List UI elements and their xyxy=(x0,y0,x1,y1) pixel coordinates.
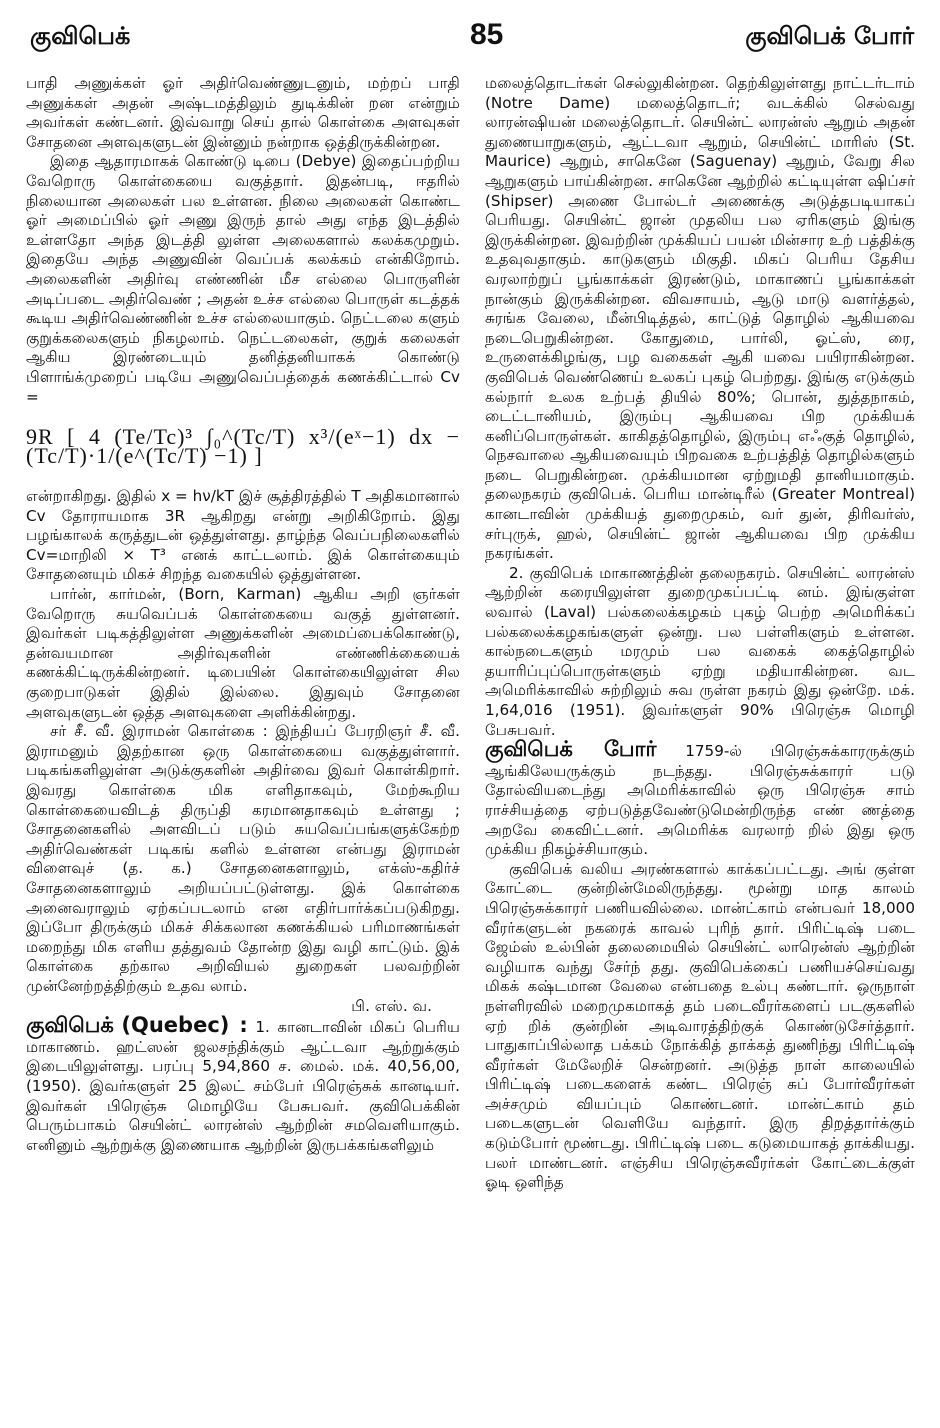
paragraph: பார்ன், கார்மன், (Born, Karman) ஆகிய அறி ஞர்கள் வேறொரு சுயவெப்பக் கொள்கையை வகுத் துள்ளனர். இவர்கள் படிகத்திலுள்ள அணுக்களின் அமைப்பைக்கொண்டு, தன்வயமான அதிர்வுகளின் எண்ணிக்கையைக் கணக்கிட்டிருக்கின்றனர். டிபையின் கொள்கையிலுள்ள சில குறைபாடுகள் இதில் இல்லை. இதுவும் சோதனை அளவுகளுடன் ஒத்த அளவுகளை அளிக்கின்றது. xyxy=(26,585,460,721)
paragraph: சர் சீ. வீ. இராமன் கொள்கை : இந்தியப் பேரறிஞர் சீ. வீ. இராமனும் இதற்கான ஒரு கொள்கையை வகுத்துள்ளார். படிகங்களிலுள்ள அடுக்குகளின் அதிர்வை இவர் கொள்கிறார். இவரது கொள்கை மிக எளிதாகவும், மேற்கூறிய கொள்கையைவிடத் திருப்தி கரமானதாகவும் உள்ளது ; சோதனைகளில் அளவிடப் படும் சுயவெப்பங்களுக்கேற்ற அதிர்வெண்கள் படிகங் களில் உள்ளன என்பது இராமன் விளைவுச் (த. க.) சோதனைகளாலும், எக்ஸ்-கதிர்ச் சோதனைகளாலும் அறியப்பட்டுள்ளது. இக் கொள்கை அனைவராலும் ஏற்கப்படலாம் என எதிர்பார்க்கப்படுகிறது. இப்போ திருக்கும் மிகச் சிக்கலான கணக்கியல் பரிமாணங்கள் மறைந்து மிக எளிய தத்துவம் தோன்ற இது வழி காட்டும். இக் கொள்கை தற்கால அறிவியல் துறைகள் பலவற்றின் முன்னேற்றத்திற்கும் உதவ லாம். xyxy=(26,722,460,995)
paragraph: பாதி அணுக்கள் ஓர் அதிர்வெண்ணுடனும், மற்றப் பாதி அணுக்கள் அதன் அஷ்டமத்திலும் துடிக்கின் றன என்றும் அவர்கள் கண்டனர். இவ்வாறு செய் தால் கொள்கை அளவுகள் சோதனை அளவுகளுடன் இன்னும் நன்றாக ஒத்திருக்கின்றன. xyxy=(26,74,460,151)
entry-headword-latin: (Quebec) : xyxy=(121,1013,248,1038)
page-header xyxy=(30,18,914,62)
running-head-left: குவிபெக் xyxy=(30,22,131,50)
paragraph: என்றாகிறது. இதில் x = hν/kT இச் சூத்திரத்தில் T அதிகமானால் Cv தோராயமாக 3R ஆகிறது என்று அறிகிறோம். இது பழங்காலக் கருத்துடன் ஒத்துள்ளது. தாழ்ந்த வெப்பநிலைகளில் Cv=மாறிலி × T³ எனக் காட்டலாம். இக் கொள்கையும் சோதனையும் மிகச் சிறந்த வகையில் ஒத்துள்ளன. xyxy=(26,487,460,584)
debye-formula xyxy=(26,411,460,481)
paragraph: குவிபெக் வலிய அரண்களால் காக்கப்பட்டது. அங் குள்ள கோட்டை குன்றின்மேலிருந்தது. மூன்று மாத காலம் பிரெஞ்சுக்காரர் பணியவில்லை. மான்ட்காம் என்பவர் 18,000 வீரர்களுடன் நகரைக் காவல் புரிந் தார். பிரிட்டிஷ் படை ஜேம்ஸ் உல்பின் தலைமையில் செயின்ட் லாரென்ஸ் ஆற்றின் வழியாக வந்து சேர்ந் தது. குவிபெக்கைப் பணியச்செய்வது மிகக் கஷ்டமான வேலை என்பதை உல்பு கண்டார். ஒருநாள் நள்ளிரவில் மறைமுகமாகத் தம் படைவீரர்களைப் படகுகளில் ஏற் றிக் குன்றின் அடிவாரத்திற்குக் கொண்டுசேர்த்தார். பாதுகாப்பில்லாத பக்கம் நோக்கித் தாக்கத் துணிந்து பிரிட்டிஷ் வீரர்கள் மேலேறிச் சென்றனர். அடுத்த நாள் காலையில் பிரிட்டிஷ் படைகளைக் கண்ட பிரெஞ் சுப் போர்வீரர்கள் அச்சமும் வியப்பும் கொண்டனர். மான்ட்காம் தம் படைகளுடன் வெளியே வந்தார். இரு திறத்தார்க்கும் கடும்போர் மூண்டது. பிரிட்டிஷ் படை கடுமையாகத் தாக்கியது. பலர் மாண்டனர். எஞ்சிய பிரெஞ்சுவீரர்கள் கோட்டைக்குள் ஓடி ஒளிந்த xyxy=(485,859,915,1192)
entry-paragraph xyxy=(485,737,915,860)
entry-paragraph xyxy=(26,1013,460,1155)
entry-headword: குவிபெக் xyxy=(26,1013,114,1038)
paragraph: இதை ஆதாரமாகக் கொண்டு டிபை (Debye) இதைப்பற்றிய வேறொரு கொள்கையை வகுத்தார். இதன்படி, ஈதரில் நிலையான அலைகள் பல உள்ளன. நிலை அலைகள் கொண்ட ஓர் அமைப்பில் ஓர் அணு இருந் தால் அது எந்த இடத்தில் உள்ளதோ அந்த இடத்தி லுள்ள அலைகளால் கலக்கமுறும். இதையே அந்த அணுவின் வெப்பக் கலக்கம் என்கிறோம். அலைகளின் அதிர்வு எண்ணின் மீச எல்லை பொருளின் அடிப்படை அதிர்வெண் ; அதன் உச்ச எல்லை பொருள் கடத்தக் கூடிய அதிர்வெண்ணின் உச்ச எல்லையாகும். நெட்டலை களும் குறுக்கலைகளும் நிகழலாம். நெட்டலைகள், குறுக் கலைகள் ஆகிய இரண்டையும் தனித்தனியாகக் கொண்டு பிளாங்க்முறைப் படியே அணுவெப்பத்தைக் கணக்கிட்டால் Cv = xyxy=(26,152,460,406)
entry-headword: குவிபெக் போர் xyxy=(485,737,657,762)
entry-text: 1759-ல் பிரெஞ்சுக்காரருக்கும் ஆங்கிலேயருக்கும் நடந்தது. பிரெஞ்சுக்காரர் படு தோல்வியடைந்து அமெரிக்காவில் ஒரு பிரெஞ்சு சாம் ராச்சியத்தை ஏற்படுத்தவேண்டுமென்றிருந்த எண் ணத்தை அறவே கைவிட்டனர். அமெரிக்க வரலாற் றில் இது ஒரு முக்கிய நிகழ்ச்சியாகும். xyxy=(485,742,915,859)
formula-text: 9R [ 4 (Te/Tc)³ ∫₀^(Tc/T) x³/(eˣ−1) dx − (Tc/T)·1/(e^(Tc/T) −1) ] xyxy=(26,423,460,469)
left-column xyxy=(26,74,460,1414)
right-column xyxy=(485,74,915,1414)
author-signature: பி. எஸ். வ. xyxy=(351,996,432,1015)
running-head-right: குவிபெக் போர் xyxy=(745,22,914,50)
entry-text: 1. கானடாவின் மிகப் பெரிய மாகாணம். ஹட்ஸன் ஜலசந்திக்கும் ஆட்டவா ஆற்றுக்கும் இடையிலுள்ளது. பரப்பு 5,94,860 ச. மைல். மக். 40,56,00, (1950). இவர்களுள் 25 இலட் சம்பேர் பிரெஞ்சுக் கானடியர். இவர்கள் பிரெஞ்சு மொழியே பேசுபவர். குவிபெக்கின் பெரும்பாகம் செயின்ட் லாரன்ஸ் ஆற்றின் சமவெளியாகும். எனினும் ஆற்றுக்கு இணையாக ஆற்றின் இருபக்கங்களிலும் xyxy=(26,1018,460,1154)
paragraph: 2. குவிபெக் மாகாணத்தின் தலைநகரம். செயின்ட் லாரன்ஸ் ஆற்றின் கரையிலுள்ள துறைமுகப்பட்டி னம். இங்குள்ள லவால் (Laval) பல்கலைக்கழகம் புகழ் பெற்ற அமெரிக்கப் பல்கலைக்கழகங்களுள் ஒன்று. பல பள்ளிகளும் உள்ளன. கால்நடைகளும் மரமும் பல வகைக் கைத்தொழில் தயாரிப்புப்பொருள்களும் ஏற்று மதியாகின்றன. வட அமெரிக்காவில் சுற்றிலும் சுவ ருள்ள நகரம் இது ஒன்றே. மக். 1,64,016 (1951). இவர்களுள் 90% பிரெஞ்சு மொழி பேசுபவர். xyxy=(485,563,915,739)
paragraph: மலைத்தொடர்கள் செல்லுகின்றன. தெற்கிலுள்ளது நாட்டர்டாம் (Notre Dame) மலைத்தொடர்; வடக்கில் செல்வது லாரன்ஷியன் மலைத்தொடர். செயின்ட் லாரன்ஸ் ஆறும் அதன் துணையாறுகளும், ஆட்டவா ஆறும், செயின்ட் மாரிஸ் (St. Maurice) ஆறும், சாகெனே (Saguenay) ஆறும், வேறு சில ஆறுகளும் பாய்கின்றன. சாகெனே ஆற்றில் கட்டியுள்ள ஷிப்சர் (Shipser) அணை போல்டர் அணைக்கு அடுத்தபடியாகப் பெரியது. செயின்ட் ஜான் முதலிய பல ஏரிகளும் இங்கு இருக்கின்றன. இவற்றின் முக்கியப் பயன் மின்சார உற் பத்திக்கு உதவுவதாகும். காடுகளும் மிகுதி. மிகப் பெரிய தேசிய வரலாற்றுப் பூங்காக்கள் இரண்டும், மாகாணப் பூங்காக்கள் நான்கும் இருக்கின்றன. விவசாயம், ஆடு மாடு வளர்த்தல், சுரங்க வேலை, மீன்பிடித்தல், காட்டுத் தொழில் ஆகியவை நடைபெறுகின்றன. கோதுமை, பார்லி, ஓட்ஸ், ரை, உருளைக்கிழங்கு, பழ வகைகள் ஆகி யவை பயிராகின்றன. குவிபெக் வெண்ணெய் உலகப் புகழ் பெற்றது. இங்கு எடுக்கும் கல்நார் உலக உற்பத் தியில் 80%; பொன், துத்தநாகம், டைட்டானியம், இரும்பு ஆகியவை பிற முக்கியக் கனிப்பொருள்கள். காகிதத்தொழில், இரும்பு எஃகுத் தொழில், நெசவாலை ஆகியவையும் பிறவகை உற்பத்தித் தொழில்களும் நடை பெறுகின்றன. முக்கியமான ஏற்றுமதி தானியமாகும். தலைநகரம் குவிபெக். பெரிய மான்டிரீல் (Greater Montreal) கானடாவின் முக்கியத் துறைமுகம், வர் துன், திரிவர்ஸ், சர்புருக், ஹல், செயின்ட் ஜான் ஆகியவை பிற முக்கிய நகரங்கள். xyxy=(485,74,915,563)
page-number: 85 xyxy=(470,18,504,51)
